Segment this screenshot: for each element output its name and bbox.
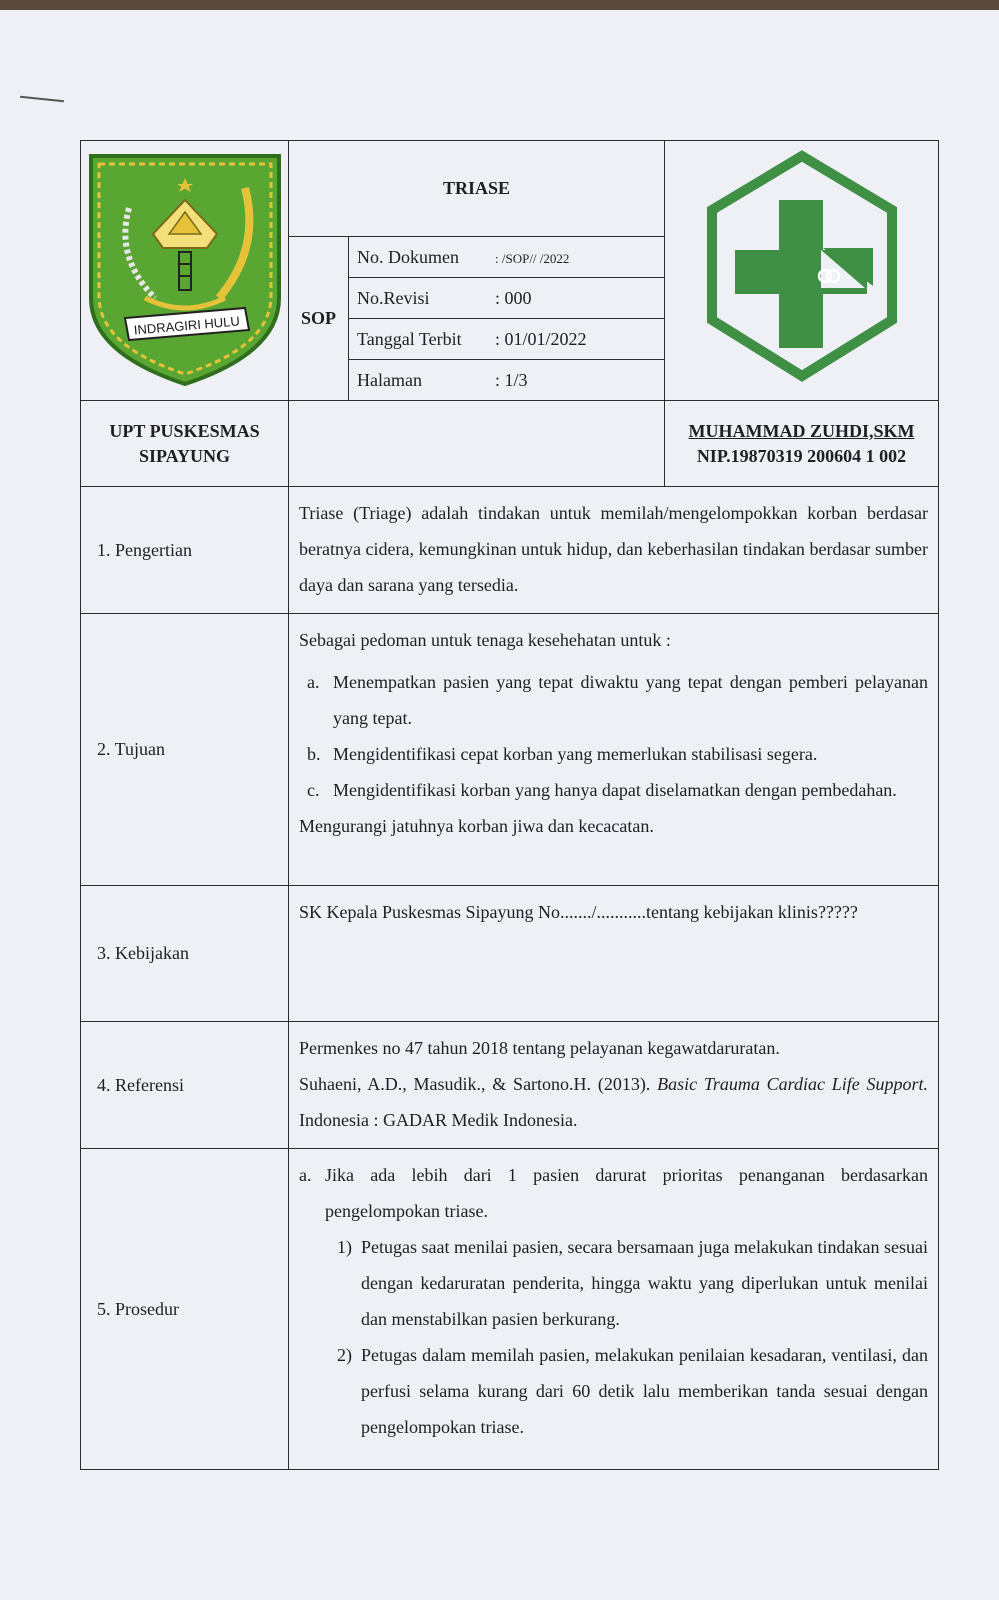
list-marker: a. xyxy=(299,1165,312,1185)
list-text: Mengidentifikasi cepat korban yang memerlukan stabilisasi segera. xyxy=(333,744,818,764)
tujuan-intro: Sebagai pedoman untuk tenaga kesehehatan untuk : xyxy=(299,630,671,650)
sub-list-item xyxy=(299,1337,928,1445)
meta-row-revision xyxy=(349,278,665,319)
list-marker: c. xyxy=(307,780,320,800)
pengertian-text: Triase (Triage) adalah tindakan untuk memilah/mengelompokkan korban berdasar beratnya cidera, kemungkinan untuk hidup, dan keberhasilan tindakan berdasar sumber daya dan sarana yang tersedia. xyxy=(299,503,928,595)
section-content-tujuan xyxy=(289,614,939,886)
kebijakan-text: SK Kepala Puskesmas Sipayung No......./...........tentang kebijakan klinis????? xyxy=(299,902,858,922)
list-text: Mengidentifikasi korban yang hanya dapat diselamatkan dengan pembedahan. xyxy=(333,780,897,800)
list-text: Petugas dalam memilah pasien, melakukan penilaian kesadaran, ventilasi, dan perfusi selama kurang dari 60 detik lalu memberikan tanda sesuai dengan pengelompokan triase. xyxy=(361,1345,928,1437)
list-item xyxy=(299,1157,928,1229)
tujuan-outro: Mengurangi jatuhnya korban jiwa dan kecacatan. xyxy=(299,816,654,836)
list-text: Menempatkan pasien yang tepat diwaktu yang tepat dengan pemberi pelayanan yang tepat. xyxy=(333,672,928,728)
list-item xyxy=(307,736,928,772)
sop-label: SOP xyxy=(289,237,349,401)
reference-2-authors: Suhaeni, A.D., Masudik., & Sartono.H. (2013). xyxy=(299,1074,658,1094)
list-text: Petugas saat menilai pasien, secara bersamaan juga melakukan tindakan sesuai dengan kedaruratan penderita, hingga waktu yang diperlukan untuk menilai dan menstabilkan pasien berkurang. xyxy=(361,1237,928,1329)
list-marker: a. xyxy=(307,672,320,692)
section-content-pengertian xyxy=(289,487,939,614)
list-item xyxy=(307,664,928,736)
meta-value: : 01/01/2022 xyxy=(495,328,587,349)
sop-table xyxy=(80,140,939,1470)
list-marker: 1) xyxy=(337,1237,352,1257)
signer-nip: NIP.19870319 200604 1 002 xyxy=(696,445,907,466)
tujuan-list xyxy=(299,664,928,808)
blank-signature-space xyxy=(289,401,665,487)
meta-value: : 1/3 xyxy=(495,369,528,390)
section-label-referensi: 4. Referensi xyxy=(81,1022,289,1149)
section-label-prosedur: 5. Prosedur xyxy=(81,1149,289,1470)
meta-label: No.Revisi xyxy=(357,287,430,308)
org-line-1: UPT PUSKESMAS xyxy=(109,420,260,441)
emblem-banner-text: INDRAGIRI HULU xyxy=(132,313,240,338)
document-title: TRIASE xyxy=(289,141,665,237)
list-marker: b. xyxy=(307,744,321,764)
org-line-2: SIPAYUNG xyxy=(138,445,231,466)
list-marker: 2) xyxy=(337,1345,352,1365)
signature-block xyxy=(665,401,939,487)
puskesmas-logo-cell xyxy=(665,141,939,401)
paper-sheet xyxy=(0,10,999,1600)
regency-emblem-cell xyxy=(81,141,289,401)
meta-label: Halaman xyxy=(357,369,422,390)
meta-label: Tanggal Terbit xyxy=(357,328,462,349)
pen-mark xyxy=(20,96,64,103)
section-label-kebijakan: 3. Kebijakan xyxy=(81,886,289,1022)
meta-label: No. Dokumen xyxy=(357,246,459,267)
meta-row-issue-date xyxy=(349,319,665,360)
puskesmas-logo xyxy=(697,148,907,388)
section-label-tujuan: 2. Tujuan xyxy=(81,614,289,886)
signer-name: MUHAMMAD ZUHDI,SKM xyxy=(688,420,915,441)
meta-row-document-number xyxy=(349,237,665,278)
sub-list-item xyxy=(299,1229,928,1337)
meta-value: : 000 xyxy=(495,287,532,308)
list-text: Jika ada lebih dari 1 pasien darurat prioritas penanganan berdasarkan pengelompokan triase. xyxy=(325,1165,928,1221)
meta-value: : /SOP// /2022 xyxy=(495,250,570,266)
section-content-kebijakan xyxy=(289,886,939,1022)
reference-2-publisher: Indonesia : GADAR Medik Indonesia. xyxy=(299,1110,578,1130)
list-item xyxy=(307,772,928,808)
reference-2-title: Basic Trauma Cardiac Life Support. xyxy=(657,1074,928,1094)
section-content-prosedur xyxy=(289,1149,939,1470)
organization-name xyxy=(81,401,289,487)
meta-row-page xyxy=(349,360,665,401)
reference-1: Permenkes no 47 tahun 2018 tentang pelayanan kegawatdaruratan. xyxy=(299,1038,780,1058)
section-content-referensi xyxy=(289,1022,939,1149)
indragiri-hulu-emblem xyxy=(85,148,285,388)
section-label-pengertian: 1. Pengertian xyxy=(81,487,289,614)
reference-2 xyxy=(299,1066,928,1138)
